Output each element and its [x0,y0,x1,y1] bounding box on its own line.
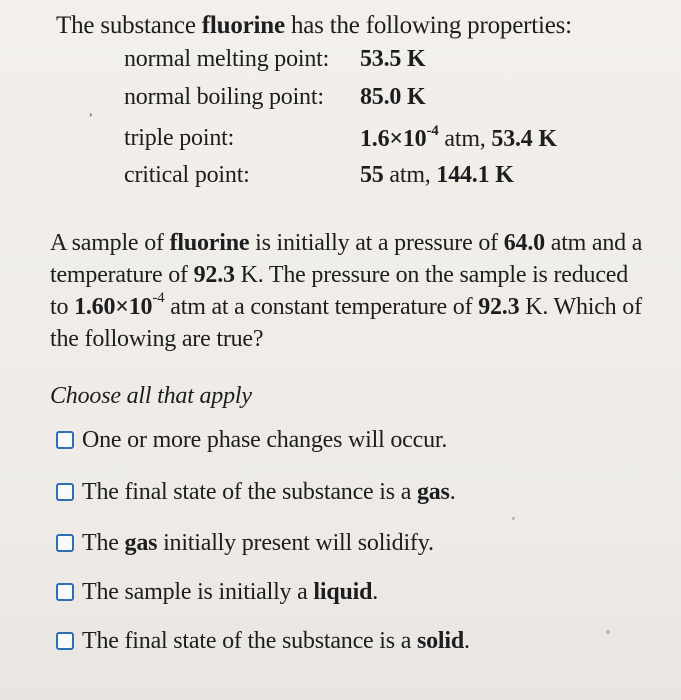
critical-point-label: critical point: [124,162,250,188]
boiling-point-unit: K [407,84,426,110]
option-text-part: One or more phase changes will occur. [82,426,448,453]
question-part: K. Which of the following are true? [50,294,642,352]
melting-point-label: normal melting point: [124,46,330,72]
triple-point-temperature: 53.4 [491,126,533,152]
option-text-part: The sample is initially a [82,578,314,605]
initial-pressure: 64.0 [503,230,545,256]
final-temperature: 92.3 [478,294,520,320]
option-text-part: . [372,578,379,605]
option-text-part: The final state of the substance is a [82,627,417,654]
intro-line [56,12,572,40]
checkbox[interactable] [56,431,74,449]
final-pressure-exponent: -4 [152,290,165,306]
option-text-bold: gas [124,529,158,556]
option-text-bold: liquid [313,578,373,605]
melting-point-unit: K [407,46,426,72]
critical-point-pressure-unit: atm, [383,162,437,188]
intro-prefix: The substance [56,12,202,39]
checkbox[interactable] [56,483,74,501]
question-part: A sample of [50,230,170,256]
option-text-part: The final state of the substance is a [82,478,417,505]
checkbox[interactable] [56,534,74,552]
answer-option-1[interactable] [56,425,447,455]
option-text-part: . [449,478,456,505]
critical-point-value [360,162,514,189]
boiling-point-number: 85.0 [360,84,402,110]
answer-option-2[interactable] [56,477,456,507]
option-text-bold: gas [416,478,450,505]
question-part: is initially at a pressure of [249,230,504,256]
question-substance: fluorine [169,230,250,256]
paper-speck [606,630,610,634]
checkbox[interactable] [56,583,74,601]
option-label [82,479,456,506]
paper-speck [512,517,515,520]
critical-point-temperature: 144.1 [436,162,490,188]
option-label [82,628,470,655]
critical-point-temperature-unit: K [495,162,514,188]
triple-point-temperature-unit: K [538,126,557,152]
answer-option-3[interactable] [56,528,434,558]
critical-point-pressure: 55 [360,162,384,188]
option-label [82,579,378,606]
question-part: atm at a constant temperature of [164,294,479,320]
triple-point-pressure-base: 1.6×10 [360,126,427,152]
option-text-part: initially present will solidify. [157,529,434,556]
triple-point-exponent: -4 [426,123,439,139]
question-part: K. The pressure on the sample is reduced to [50,262,629,320]
final-pressure-base: 1.60×10 [74,294,153,320]
triple-point-label: triple point: [124,125,235,151]
option-text-part: . [463,627,470,654]
stray-mark: , [89,104,93,119]
intro-suffix: has the following properties: [284,12,572,39]
melting-point-number: 53.5 [360,46,402,72]
choose-all-label: Choose all that apply [50,383,252,409]
boiling-point-label: normal boiling point: [124,84,324,110]
option-label [82,427,447,454]
option-text-part: The [82,529,125,556]
answer-option-4[interactable] [56,577,378,607]
option-text-bold: solid [416,627,464,654]
initial-temperature: 92.3 [193,262,235,288]
option-label [82,530,434,557]
intro-substance: fluorine [201,12,285,39]
question-text [50,227,650,355]
triple-point-value [360,125,557,153]
question-part: atm and a temperature of [50,230,643,288]
melting-point-value [360,46,425,73]
triple-point-pressure-unit: atm, [438,126,492,152]
checkbox[interactable] [56,632,74,650]
boiling-point-value [360,84,425,111]
answer-option-5[interactable] [56,626,470,656]
